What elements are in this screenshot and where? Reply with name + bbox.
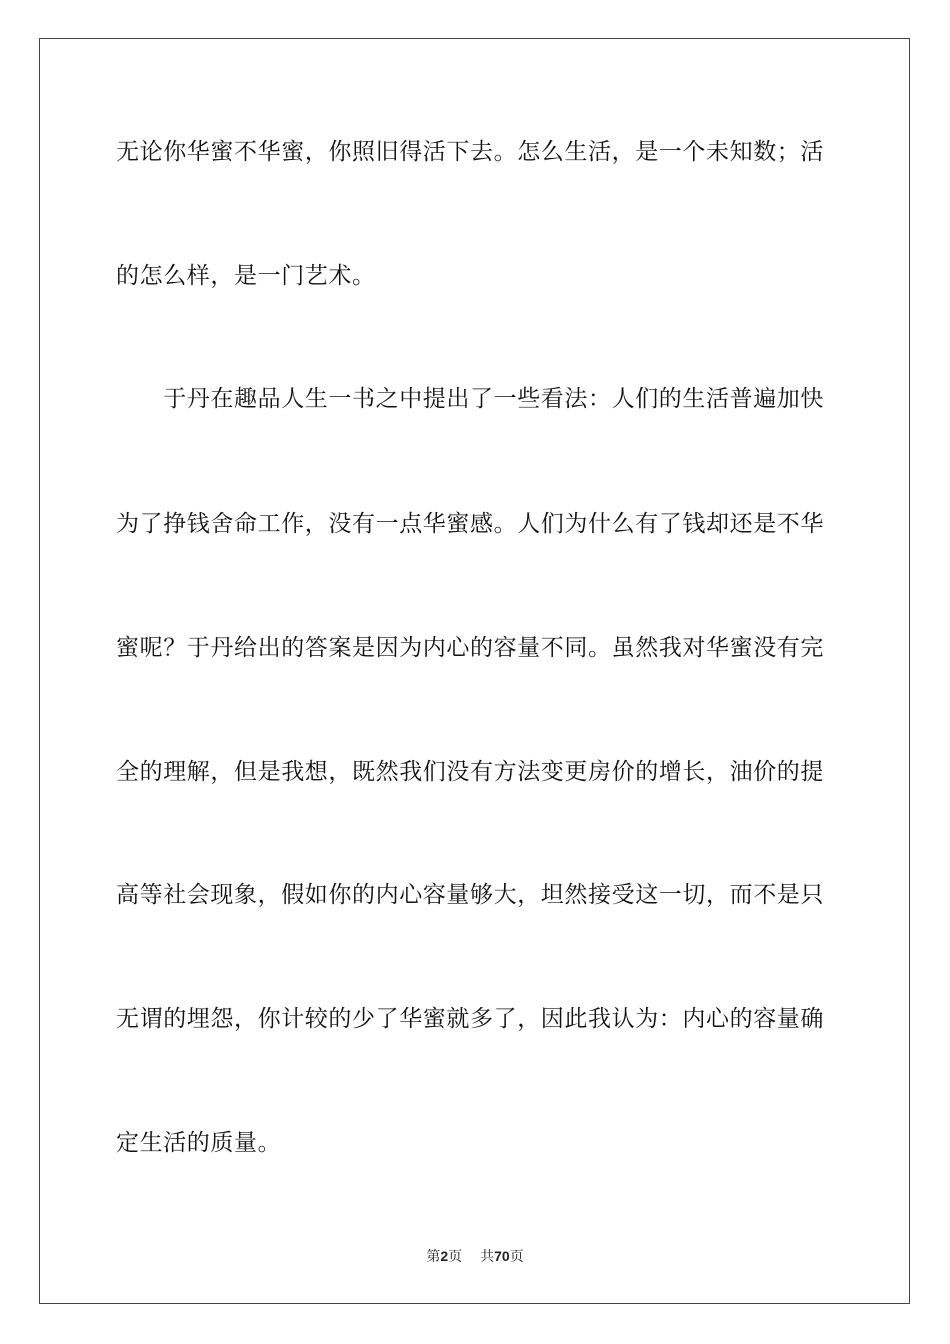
page-border [39,38,910,1304]
text-line: 定生活的质量。 [116,1130,282,1156]
page-footer [0,1247,950,1266]
total-label-prefix: 共 [480,1249,495,1265]
page-label-prefix: 第 [426,1249,441,1265]
text-line: 无论你华蜜不华蜜，你照旧得活下去。怎么生活，是一个未知数；活 [116,139,824,165]
text-line: 的怎么样，是一门艺术。 [116,263,376,289]
text-line: 高等社会现象，假如你的内心容量够大，坦然接受这一切，而不是只 [116,882,824,908]
text-line: 全的理解，但是我想，既然我们没有方法变更房价的增长，油价的提 [116,759,824,785]
page-label-suffix: 页 [448,1249,463,1265]
text-line: 无谓的埋怨，你计较的少了华蜜就多了，因此我认为：内心的容量确 [116,1006,824,1032]
total-page-count: 70 [494,1248,510,1264]
text-line: 为了挣钱舍命工作，没有一点华蜜感。人们为什么有了钱却还是不华 [116,511,824,537]
total-label-suffix: 页 [509,1249,524,1265]
text-line: 蜜呢？于丹给出的答案是因为内心的容量不同。虽然我对华蜜没有完 [116,635,824,661]
current-page-number: 2 [440,1248,449,1264]
text-line: 于丹在趣品人生一书之中提出了一些看法：人们的生活普遍加快 [116,386,824,412]
